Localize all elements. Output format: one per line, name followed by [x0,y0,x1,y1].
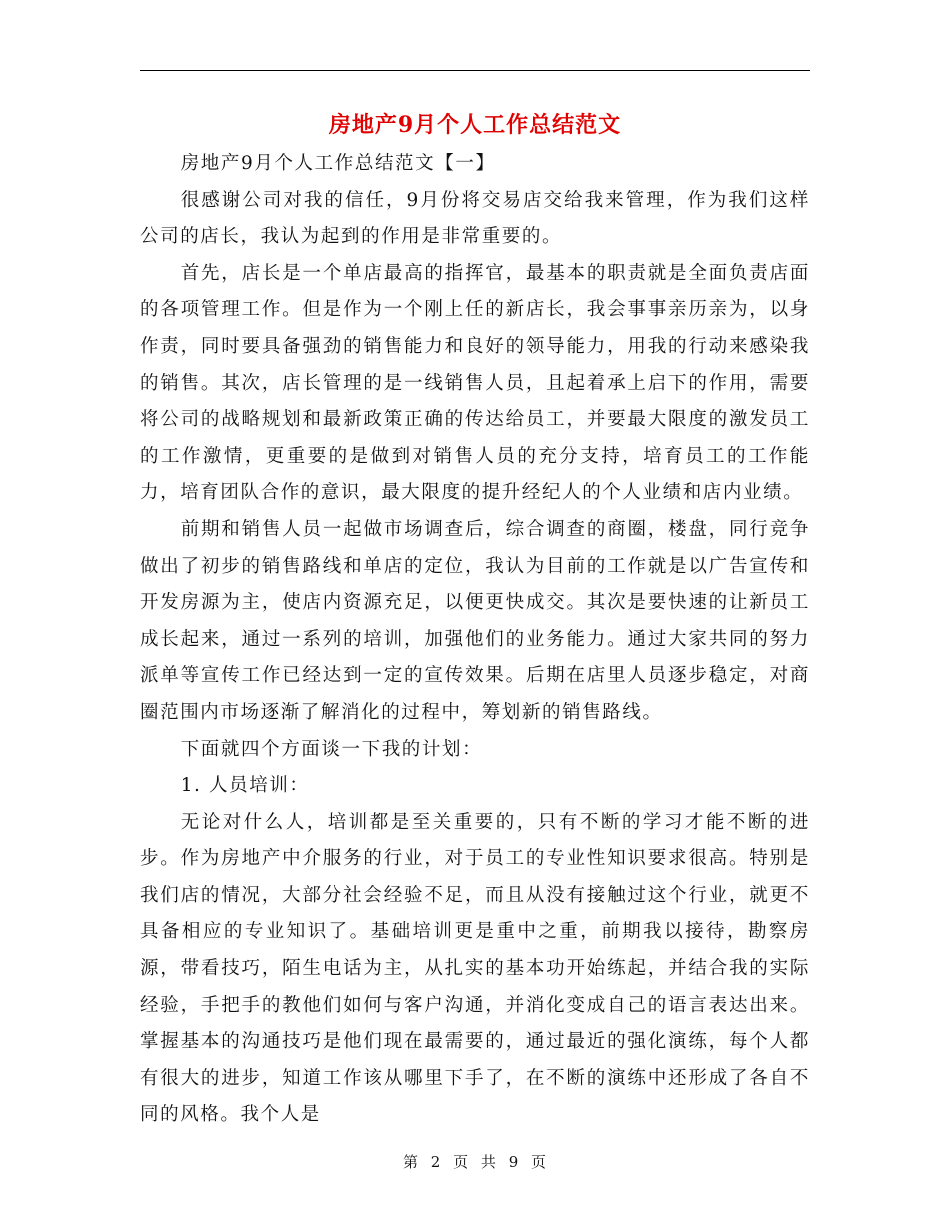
footer-total-word: 共 [480,1153,497,1171]
document-body [140,146,810,1134]
page-footer [140,1150,810,1174]
footer-total-pages: 9 [508,1153,520,1171]
body-paragraph: 下面就四个方面谈一下我的计划： [180,738,483,760]
body-paragraph: 首先，店长是一个单店最高的指挥官，最基本的职责就是全面负责店面的各项管理工作。但是作为一个刚上任的新店长，我会事事亲历亲为，以身作责，同时要具备强劲的销售能力和良好的领导能力，用我的行动来感染我的销售。其次，店长管理的是一线销售人员，且起着承上启下的作用，需要将公司的战略规划和最新政策正确的传达给员工，并要最大限度的激发员工的工作激情，更重要的是做到对销售人员的充分支持，培育员工的工作能力，培育团队合作的意识，最大限度的提升经纪人的个人业绩和店内业绩。 [140,262,810,504]
header-rule [140,70,810,71]
footer-page-word: 页 [453,1153,470,1171]
footer-current-page: 2 [430,1153,442,1171]
footer-prefix: 第 [402,1153,419,1171]
list-item-heading: 1. 人员培训： [180,775,310,797]
section-heading: 房地产9月个人工作总结范文【一】 [180,153,496,174]
footer-suffix: 页 [531,1153,548,1171]
body-paragraph: 很感谢公司对我的信任，9月份将交易店交给我来管理，作为我们这样公司的店长，我认为起到的作用是非常重要的。 [140,189,810,248]
body-paragraph: 无论对什么人，培训都是至关重要的，只有不断的学习才能不断的进步。作为房地产中介服务的行业，对于员工的专业性知识要求很高。特别是我们店的情况，大部分社会经验不足，而且从没有接触过这个行业，就更不具备相应的专业知识了。基础培训更是重中之重，前期我以接待，勘察房源，带看技巧，陌生电话为主，从扎实的基本功开始练起，并结合我的实际经验，手把手的教他们如何与客户沟通，并消化变成自己的语言表达出来。掌握基本的沟通技巧是他们现在最需要的，通过最近的强化演练，每个人都有很大的进步，知道工作该从哪里下手了，在不断的演练中还形成了各自不同的风格。我个人是 [140,811,810,1126]
document-title: 房地产9月个人工作总结范文 [328,112,622,138]
body-paragraph: 前期和销售人员一起做市场调查后，综合调查的商圈，楼盘，同行竞争做出了初步的销售路线和单店的定位，我认为目前的工作就是以广告宣传和开发房源为主，使店内资源充足，以便更快成交。其次是要快速的让新员工成长起来，通过一系列的培训，加强他们的业务能力。通过大家共同的努力派单等宣传工作已经达到一定的宣传效果。后期在店里人员逐步稳定，对商圈范围内市场逐渐了解消化的过程中，筹划新的销售路线。 [140,518,810,723]
